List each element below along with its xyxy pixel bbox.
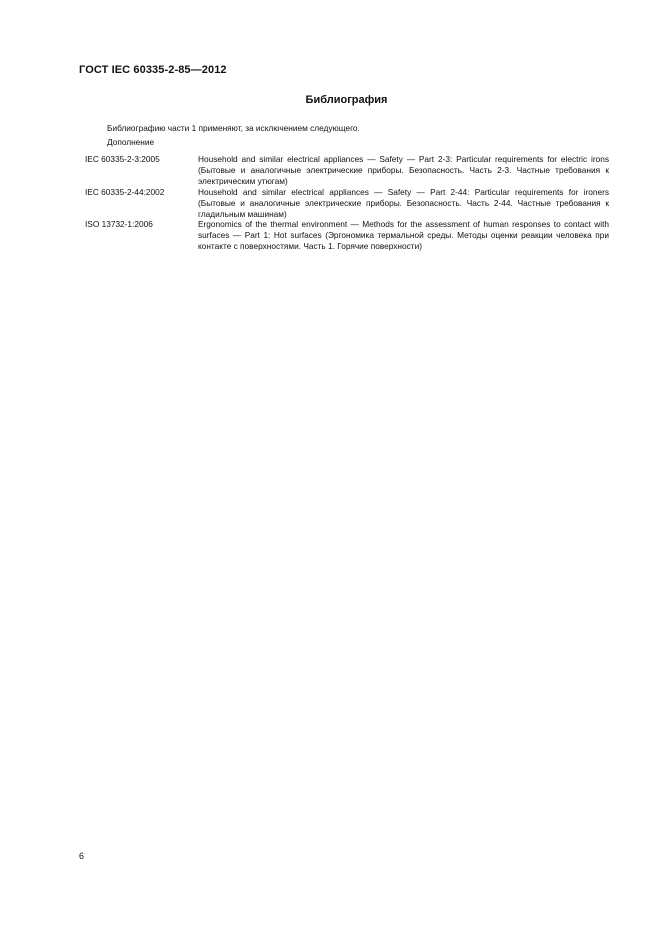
addition-label: Дополнение: [107, 137, 155, 147]
section-title: Библиография: [305, 94, 388, 106]
bibliography-entry: [85, 187, 609, 220]
entry-reference: ISO 13732-1:2006: [85, 219, 153, 230]
document-header: ГОСТ IEC 60335-2-85—2012: [79, 64, 227, 76]
entry-description: Household and similar electrical appliances — Safety — Part 2-44: Particular requirements for ironers (Бытовые и аналогичные электрические приборы. Безопасность. Часть 2-44. Частные требования к гладильным машинам): [198, 186, 609, 219]
bibliography-entry: [85, 219, 609, 252]
intro-text: Библиографию части 1 применяют, за исключением следующего.: [107, 123, 360, 133]
entry-reference: IEC 60335-2-44:2002: [85, 186, 165, 197]
entry-description: Household and similar electrical appliances — Safety — Part 2-3: Particular requirements for electric irons (Бытовые и аналогичные электрические приборы. Безопасность. Часть 2-3. Частные требования к электрическим утюгам): [198, 154, 609, 186]
bibliography-list: [85, 154, 609, 252]
page-number: 6: [79, 851, 85, 861]
bibliography-entry: [85, 154, 609, 187]
entry-reference: IEC 60335-2-3:2005: [85, 154, 160, 164]
entry-description: Ergonomics of the thermal environment — Methods for the assessment of human responses to contact with surfaces — Part 1: Hot surfaces (Эргономика термальной среды. Методы оценки реакции человека при контакте с поверхностями. Часть 1. Горячие поверхности): [198, 219, 609, 252]
